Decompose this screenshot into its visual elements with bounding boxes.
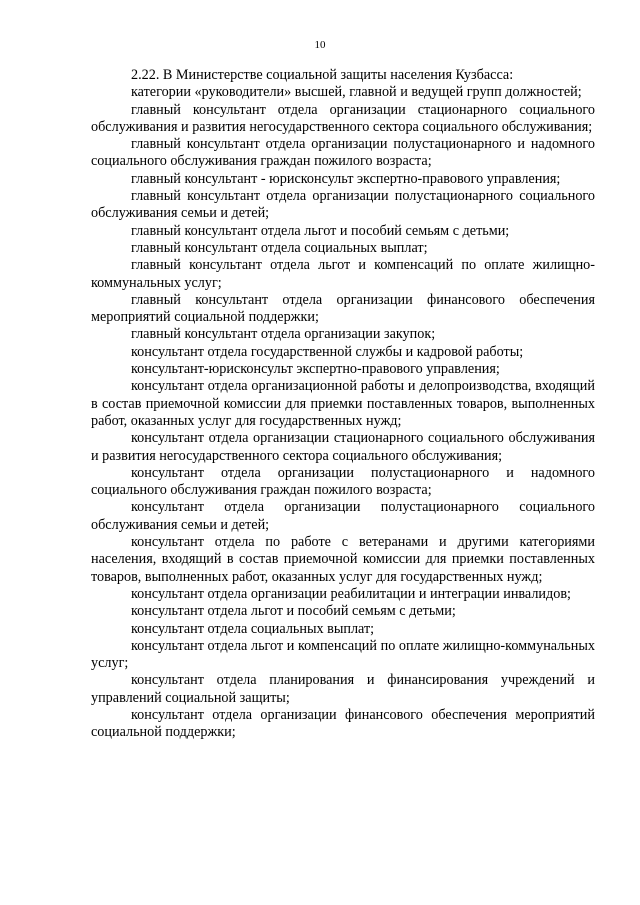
position-list-item: главный консультант отдела организации финансового обеспечения мероприятий социальной поддержки; [91,291,595,326]
page-number: 10 [314,39,326,51]
position-list-item: главный консультант отдела организации закупок; [131,326,436,343]
position-list-item: консультант отдела льгот и пособий семьям с детьми; [131,603,456,620]
position-list-item: консультант-юрисконсульт экспертно-правового управления; [131,361,500,378]
position-list-item: консультант отдела по работе с ветеранами и другими категориями населения, входящий в состав приемочной комиссии для приемки поставленных товаров, выполненных работ, оказанных услуг для государственных нужд; [91,534,595,585]
position-list-item: главный консультант - юрисконсульт экспертно-правового управления; [131,170,561,187]
position-list-item: консультант отдела организации стационарного социального обслуживания и развития негосударственного сектора социального обслуживания; [91,430,595,464]
position-list-item: консультант отдела планирования и финансирования учреждений и управлений социальной защиты; [91,672,595,706]
position-list-item: консультант отдела организации реабилитации и интеграции инвалидов; [131,585,571,602]
position-list-item: консультант отдела государственной службы и кадровой работы; [131,343,524,360]
position-list-item: консультант отдела льгот и компенсаций по оплате жилищно-коммунальных услуг; [91,637,595,672]
position-list-item: консультант отдела организации полустационарного социального обслуживания семьи и детей; [91,499,595,533]
position-list-item: главный консультант отдела льгот и пособий семьям с детьми; [131,222,510,239]
position-list-item: консультант отдела организации финансового обеспечения мероприятий социальной поддержки; [91,706,595,741]
position-list-item: главный консультант отдела льгот и компенсаций по оплате жилищно-коммунальных услуг; [91,257,595,291]
position-list-item: консультант отдела организационной работы и делопроизводства, входящий в состав приемочной комиссии для приемки поставленных товаров, выполненных работ, оказанных услуг для государственных нужд; [91,378,595,429]
position-list-item: консультант отдела организации полустационарного и надомного социального обслуживания граждан пожилого возраста; [91,464,595,499]
position-list-item: категории «руководители» высшей, главной и ведущей групп должностей; [131,84,582,101]
position-list-item: главный консультант отдела организации полустационарного социального обслуживания семьи и детей; [91,188,595,222]
section-heading: 2.22. В Министерстве социальной защиты населения Кузбасса: [131,67,514,83]
position-list-item: главный консультант отдела организации стационарного социального обслуживания и развития негосударственного сектора социального обслуживания; [91,101,595,135]
position-list-item: главный консультант отдела социальных выплат; [131,239,428,256]
position-list-item: консультант отдела социальных выплат; [131,620,375,637]
document-body [91,67,595,742]
position-list-item: главный консультант отдела организации полустационарного и надомного социального обслуживания граждан пожилого возраста; [91,136,595,170]
